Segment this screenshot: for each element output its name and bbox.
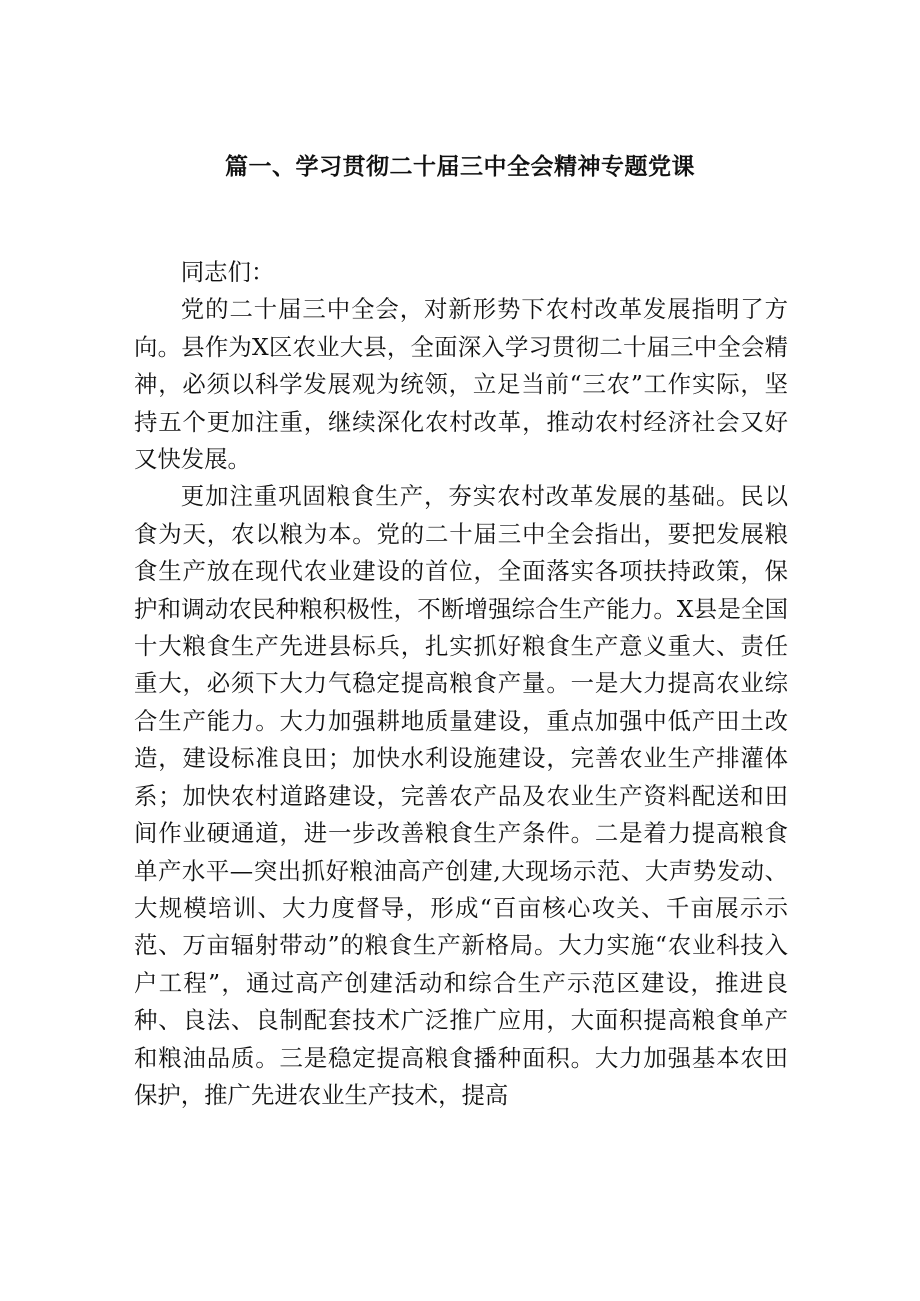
document-title: 篇一、学习贯彻二十届三中全会精神专题党课 xyxy=(225,154,695,180)
paragraph-grain-production: 更加注重巩固粮食生产，夯实农村改革发展的基础。民以食为天，农以粮为本。党的二十届三中全会指出，要把发展粮食生产放在现代农业建设的首位，全面落实各项扶持政策，保护和调动农民种粮积极性，不断增强综合生产能力。X县是全国十大粮食生产先进县标兵，扎实抓好粮食生产意义重大、责任重大，必须下大力气稳定提高粮食产量。一是大力提高农业综合生产能力。大力加强耕地质量建设，重点加强中低产田土改造，建设标准良田；加快水利设施建设，完善农业生产排灌体系；加快农村道路建设，完善农产品及农业生产资料配送和田间作业硬通道，进一步改善粮食生产条件。二是着力提高粮食单产水平—突出抓好粮油高产创建,大现场示范、大声势发动、大规模培训、大力度督导，形成“百亩核心攻关、千亩展示示范、万亩辐射带动”的粮食生产新格局。大力实施“农业科技入户工程”，通过高产创建活动和综合生产示范区建设，推进良种、良法、良制配套技术广泛推广应用，大面积提高粮食单产和粮油品质。三是稳定提高粮食播种面积。大力加强基本农田保护，推广先进农业生产技术，提高 xyxy=(134,482,788,1109)
paragraph-intro: 党的二十届三中全会，对新形势下农村改革发展指明了方向。县作为X区农业大县，全面深入学习贯彻二十届三中全会精神，必须以科学发展观为统领，立足当前“三农”工作实际，坚持五个更加注重，继续深化农村改革，推动农村经济社会又好又快发展。 xyxy=(134,295,788,474)
salutation: 同志们： xyxy=(180,258,275,286)
document-body xyxy=(134,254,788,1114)
